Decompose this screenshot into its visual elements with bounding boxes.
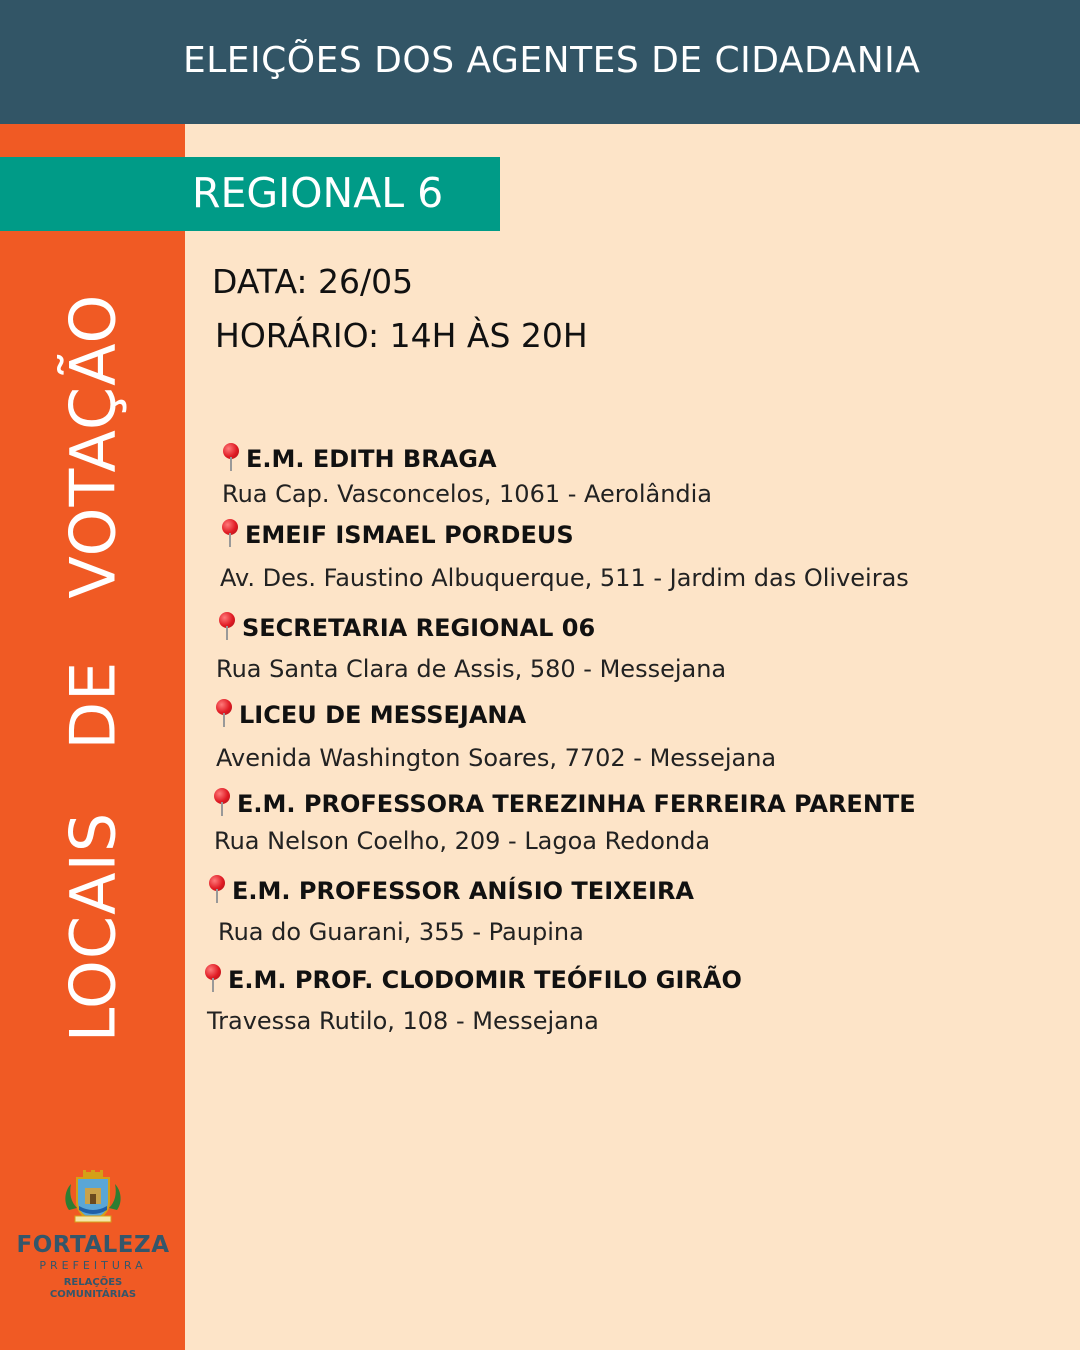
map-pin-icon [215, 699, 233, 727]
map-pin-icon [218, 612, 236, 640]
place-name-text: LICEU DE MESSEJANA [239, 701, 527, 729]
regional-label: REGIONAL 6 [192, 169, 444, 217]
place-name [204, 964, 742, 994]
date-text: DATA: 26/05 [212, 262, 414, 301]
place-address: Av. Des. Faustino Albuquerque, 511 - Jardim das Oliveiras [220, 564, 909, 592]
map-pin-icon [208, 875, 226, 903]
place-name [215, 699, 526, 729]
place-address: Rua Cap. Vasconcelos, 1061 - Aerolândia [222, 480, 713, 508]
place-address: Rua Santa Clara de Assis, 580 - Messejana [216, 655, 727, 683]
logo-department [14, 1277, 172, 1301]
place-name-text: EMEIF ISMAEL PORDEUS [245, 521, 574, 549]
page-title: ELEIÇÕES DOS AGENTES DE CIDADANIA [183, 40, 921, 81]
time-text: HORÁRIO: 14H ÀS 20H [215, 316, 588, 355]
coat-of-arms-icon [61, 1170, 125, 1226]
place-name-text: E.M. PROFESSOR ANÍSIO TEIXEIRA [232, 877, 694, 905]
fortaleza-logo [14, 1170, 172, 1310]
place-name-text: E.M. EDITH BRAGA [246, 445, 497, 473]
map-pin-icon [222, 443, 240, 471]
logo-name: FORTALEZA [16, 1232, 170, 1258]
place-name-text: E.M. PROFESSORA TEREZINHA FERREIRA PARENTE [237, 790, 916, 818]
logo-dept-line2: COMUNITÁRIAS [49, 1289, 137, 1300]
vertical-title: LOCAIS DE VOTAÇÃO [56, 293, 130, 1043]
place-name [218, 612, 595, 642]
logo-subtitle: PREFEITURA [39, 1259, 147, 1272]
place-name [208, 875, 694, 905]
place-name [221, 519, 574, 549]
place-name [213, 788, 916, 818]
regional-banner [0, 157, 500, 231]
map-pin-icon [221, 519, 239, 547]
place-address: Avenida Washington Soares, 7702 - Messejana [216, 744, 777, 772]
place-name [222, 443, 497, 473]
header-bar [0, 0, 1080, 124]
logo-dept-line1: RELAÇÕES [63, 1277, 123, 1288]
place-name-text: E.M. PROF. CLODOMIR TEÓFILO GIRÃO [228, 966, 742, 994]
place-address: Rua do Guarani, 355 - Paupina [218, 918, 584, 946]
place-address: Rua Nelson Coelho, 209 - Lagoa Redonda [214, 827, 711, 855]
map-pin-icon [204, 964, 222, 992]
place-name-text: SECRETARIA REGIONAL 06 [242, 614, 596, 642]
map-pin-icon [213, 788, 231, 816]
place-address: Travessa Rutilo, 108 - Messejana [207, 1007, 599, 1035]
